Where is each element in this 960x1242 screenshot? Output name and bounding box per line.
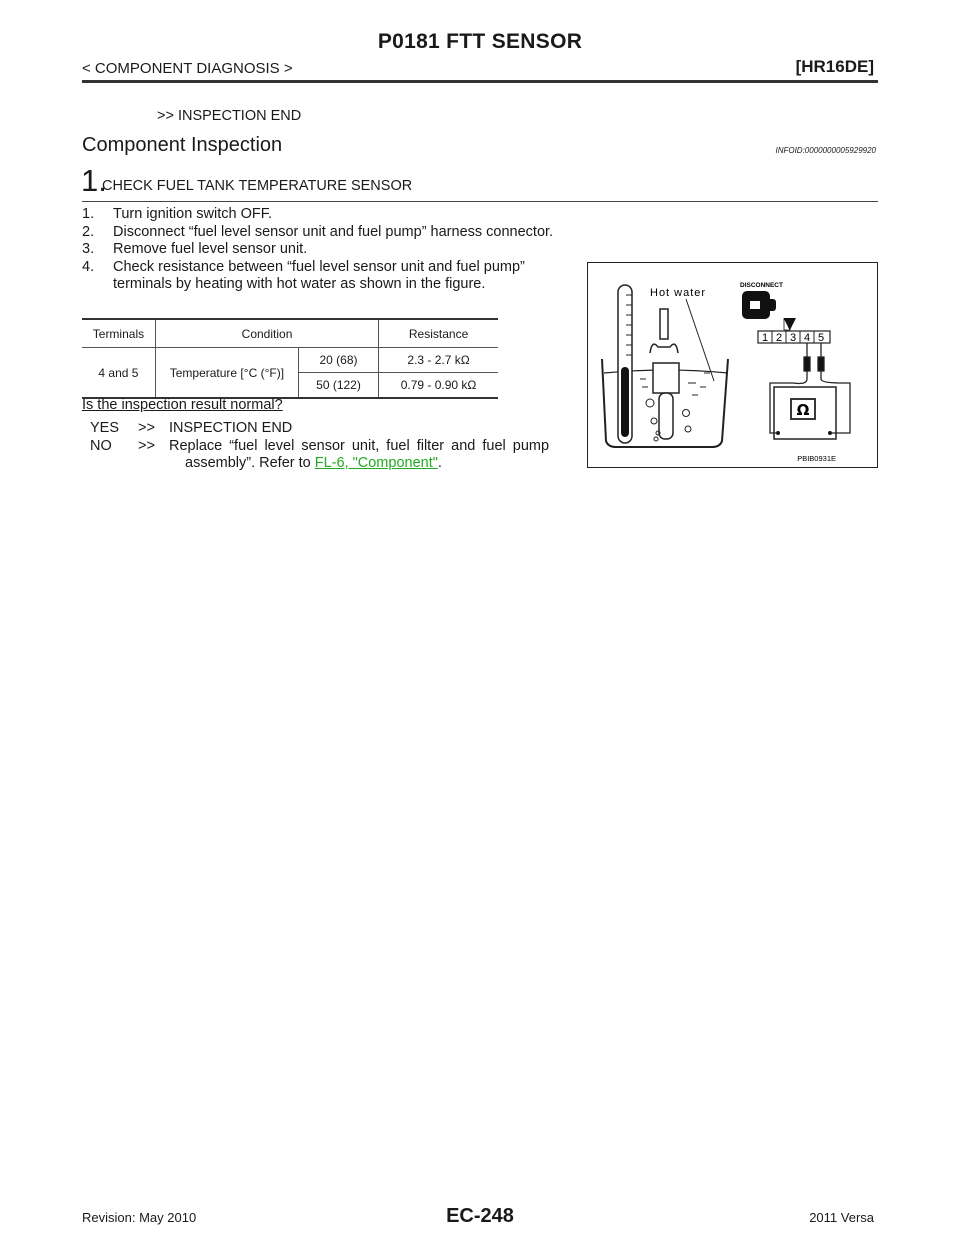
step-title: CHECK FUEL TANK TEMPERATURE SENSOR — [102, 178, 413, 194]
answer-yes-arrow: >> — [138, 420, 155, 436]
pin-label: 5 — [817, 332, 825, 344]
thermometer-mercury — [621, 367, 629, 437]
cell-condition: Temperature [°C (°F)] — [155, 348, 298, 399]
engine-label: [HR16DE] — [795, 57, 874, 76]
hot-water-leader-line — [686, 299, 714, 381]
cell-resistance: 2.3 - 2.7 kΩ — [379, 348, 498, 373]
footer-page-number: EC-248 — [446, 1205, 514, 1227]
col-header-resistance: Resistance — [379, 319, 498, 348]
cell-temperature: 50 (122) — [298, 373, 378, 399]
inspection-end-result: >> INSPECTION END — [157, 108, 302, 124]
resistance-spec-table — [82, 318, 498, 399]
procedure-item — [82, 206, 582, 224]
pin-label: 1 — [761, 332, 769, 344]
col-header-terminals: Terminals — [82, 319, 155, 348]
footer-revision: Revision: May 2010 — [82, 1210, 197, 1225]
answer-no — [90, 438, 578, 456]
procedure-item-number: 3. — [82, 241, 95, 257]
procedure-item-text: Turn ignition switch OFF. — [113, 206, 273, 222]
answer-no-continuation — [90, 455, 578, 473]
figure-code: PBIB0931E — [797, 454, 836, 463]
answer-no-arrow: >> — [138, 437, 155, 454]
disconnect-label: DISCONNECT — [740, 282, 783, 289]
cell-terminals: 4 and 5 — [82, 348, 155, 399]
procedure-item-text: Check resistance between “fuel level sensor unit and fuel pump” terminals by heating with hot water as shown in the figure. — [113, 258, 525, 292]
step-number: 1. — [81, 163, 107, 198]
pin-label: 4 — [803, 332, 811, 344]
procedure-item-number: 4. — [82, 258, 95, 275]
answer-yes — [90, 420, 578, 438]
sensor-unit-icon — [650, 309, 679, 439]
answer-yes-text: INSPECTION END — [169, 420, 293, 436]
cell-resistance: 0.79 - 0.90 kΩ — [379, 373, 498, 399]
procedure-item-text: Remove fuel level sensor unit. — [113, 241, 308, 257]
answer-no-end: . — [437, 455, 442, 471]
ohm-symbol: Ω — [796, 401, 810, 419]
cell-temperature: 20 (68) — [298, 348, 378, 373]
answer-no-key: NO — [90, 437, 112, 454]
procedure-item — [82, 241, 582, 259]
inspection-question: Is the inspection result normal? — [82, 397, 283, 413]
disconnect-connector-icon — [742, 291, 776, 319]
col-header-condition: Condition — [155, 319, 378, 348]
procedure-item — [82, 259, 582, 294]
connector-terminal-strip — [758, 318, 830, 344]
inspection-figure — [587, 262, 878, 468]
footer-model: 2011 Versa — [809, 1210, 874, 1225]
component-reference-link[interactable]: FL-6, "Component" — [314, 455, 438, 471]
table-header-row — [82, 319, 498, 348]
section-label: < COMPONENT DIAGNOSIS > — [82, 60, 293, 77]
hot-water-test-illustration — [588, 263, 877, 467]
procedure-item-text: Disconnect “fuel level sensor unit and fuel pump” harness connector. — [113, 223, 554, 240]
procedure-item-number: 1. — [82, 206, 95, 222]
hot-water-label: Hot water — [650, 287, 707, 299]
pin-label: 2 — [775, 332, 783, 344]
answer-yes-key: YES — [90, 420, 120, 436]
answer-no-text: Replace “fuel level sensor unit, fuel filter and fuel pump — [169, 437, 550, 454]
section-title: Component Inspection — [82, 134, 283, 156]
answer-no-cont-text: assembly”. Refer to — [185, 455, 315, 471]
table-row — [82, 348, 498, 373]
ohmmeter-icon — [774, 387, 836, 439]
procedure-item-number: 2. — [82, 223, 95, 240]
pin-label: 3 — [789, 332, 797, 344]
step-rule — [82, 201, 878, 202]
page-title: P0181 FTT SENSOR — [377, 30, 583, 53]
info-id: INFOID:0000000005929920 — [775, 146, 876, 155]
header-rule — [82, 80, 878, 83]
procedure-item — [82, 224, 582, 242]
procedure-list — [82, 206, 582, 294]
answer-block — [90, 420, 578, 473]
